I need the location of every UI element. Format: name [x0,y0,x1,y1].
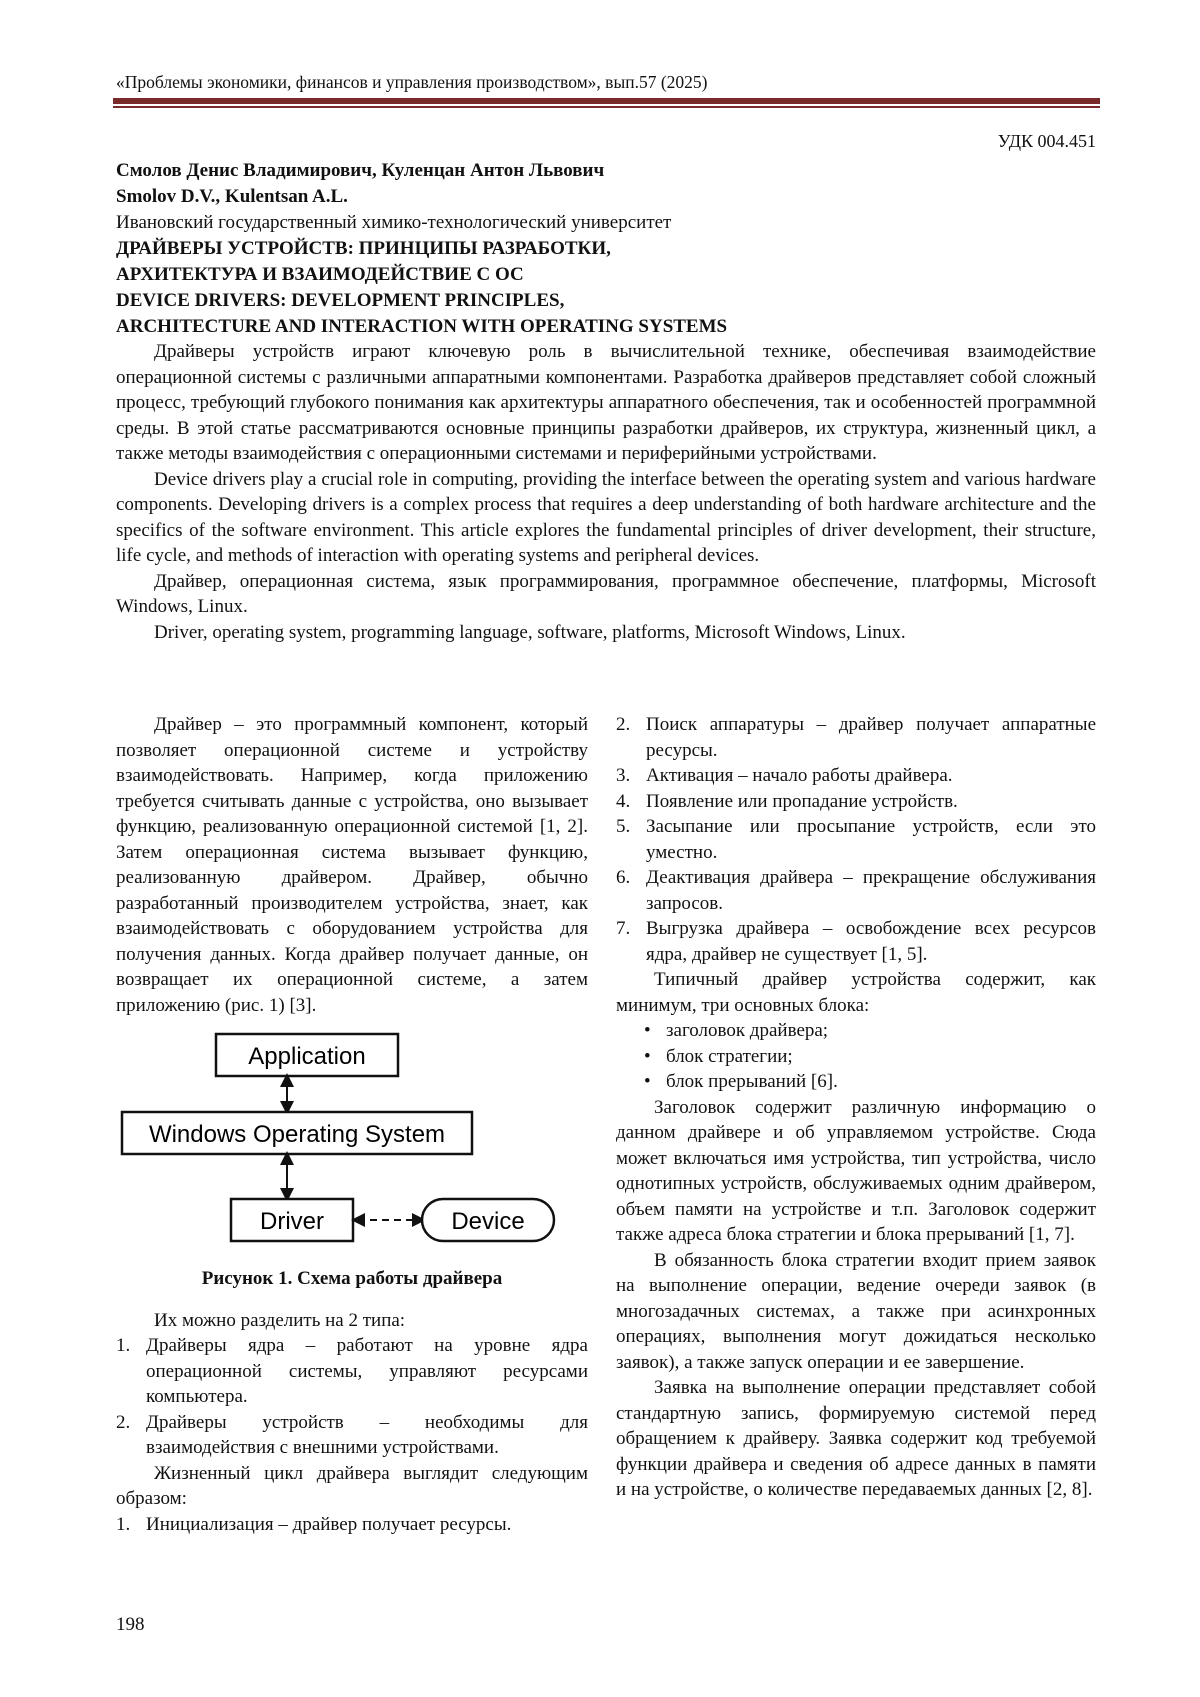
affiliation: Ивановский государственный химико-технологический университет [116,212,672,233]
application-label: Application [248,1043,366,1070]
abstract-ru: Драйверы устройств играют ключевую роль в вычислительной технике, обеспечивая взаимодействие операционной системы с различными аппаратными компонентами. Разработка драйверов представляет собой сложный процесс, требующий глубокого понимания как архитектуры аппаратного обеспечения, так и особенностей программной среды. В этой статье рассматриваются основные принципы разработки драйверов, их структура, жизненный цикл, а также методы взаимодействия с операционными системами и периферийными устройствами. [116,341,1096,464]
header-paragraph: Заголовок содержит различную информацию о данном драйвере и об управляемом устройстве. Сюда может включаться имя устройства, тип устройства, число однотипных устройств, обслуживаемых одним драйвером, объем памяти на устройстве и т.п. Заголовок содержит также адреса блока стратегии и блока прерываний [1, 7]. [616,1096,1096,1245]
list-item: • блок стратегии; [644,1045,793,1067]
types-intro: Их можно разделить на 2 типа: [154,1309,406,1331]
udk-code: УДК 004.451 [997,131,1096,151]
os-label: Windows Operating System [148,1121,446,1148]
page-number: 198 [116,1614,145,1635]
intro-paragraph: Драйвер – это программный компонент, который позволяет операционной системе и устройству взаимодействовать. Например, когда приложению требуется считывать данные с устройства, оно вызывает функцию, реализованную операционной системой [1, 2]. Затем операционная система вызывает функцию, реализованную драйвером. Драйвер, обычно разработанный производителем устройства, знает, как взаимодействовать с оборудованием устройства для получения данных. Когда драйвер получает данные, он возвращает их операционной системе, а затем приложению (рис. 1) [3]. [116,714,588,1016]
blocks-intro: Типичный драйвер устройства содержит, как минимум, три основных блока: [616,969,1096,1016]
title-ru-line-2: АРХИТЕКТУРА И ВЗАИМОДЕЙСТВИЕ С ОС [116,264,524,285]
list-item: 2. Драйверы устройств – необходимы для взаимодействия с внешними устройствами. [116,1411,588,1458]
list-item: 3. Активация – начало работы драйвера. [616,765,953,786]
authors-ru: Смолов Денис Владимирович, Куленцан Антон Львович [116,160,605,181]
authors-en: Smolov D.V., Kulentsan A.L. [116,186,348,207]
list-item: 2. Поиск аппаратуры – драйвер получает аппаратные ресурсы. [616,714,1096,761]
list-item: 1. Драйверы ядра – работают на уровне ядра операционной системы, управляют ресурсами компьютера. [116,1335,588,1407]
driver-label: Driver [260,1208,324,1235]
header-rule-thick [113,98,1100,104]
driver-blocks-list [616,1018,1096,1095]
list-item: • блок прерываний [6]. [644,1071,838,1092]
abstract-block [116,339,1096,645]
keywords-en: Driver, operating system, programming language, software, platforms, Microsoft Windows, Linux. [154,621,906,643]
driver-types-list [116,1333,588,1461]
header-rule-thin [113,106,1100,108]
list-item: 7. Выгрузка драйвера – освобождение всех ресурсов ядра, драйвер не существует [1, 5]. [616,918,1096,965]
list-item: 5. Засыпание или просыпание устройств, если это уместно. [616,816,1096,863]
list-item: 6. Деактивация драйвера – прекращение обслуживания запросов. [616,867,1096,914]
left-column [116,712,588,1537]
strategy-paragraph: В обязанность блока стратегии входит прием заявок на выполнение операции, ведение очереди заявок (в многозадачных системах, а также при асинхронных операциях, выполнения могут дожидаться несколько заявок), а также запуск операции и ее завершение. [616,1249,1096,1373]
request-paragraph: Заявка на выполнение операции представляет собой стандартную запись, формируемую системой перед обращением к драйверу. Заявка содержит код требуемой функции драйвера и сведения об адресе данных в памяти и на устройстве, о количестве передаваемых данных [2, 8]. [616,1377,1096,1500]
lifecycle-intro: Жизненный цикл драйвера выглядит следующим образом: [116,1462,588,1509]
list-item: 1. Инициализация – драйвер получает ресурсы. [116,1513,512,1535]
running-head: «Проблемы экономики, финансов и управления производством», вып.57 (2025) [116,72,708,92]
lifecycle-list-continued [616,712,1096,967]
list-item: • заголовок драйвера; [644,1020,829,1041]
figure-1-caption: Рисунок 1. Схема работы драйвера [201,1268,503,1289]
keywords-ru: Драйвер, операционная система, язык программирования, программное обеспечение, платформы, Microsoft Windows, Linux. [116,570,1096,617]
device-label: Device [451,1208,525,1235]
right-column [616,712,1096,1503]
article-heading [116,158,1096,340]
lifecycle-list-start [116,1512,588,1538]
title-en-line-2: ARCHITECTURE AND INTERACTION WITH OPERATING SYSTEMS [116,316,728,337]
figure-1-driver-scheme [116,1032,588,1262]
title-en-line-1: DEVICE DRIVERS: DEVELOPMENT PRINCIPLES, [116,290,565,311]
title-ru-line-1: ДРАЙВЕРЫ УСТРОЙСТВ: ПРИНЦИПЫ РАЗРАБОТКИ, [116,238,611,259]
list-item: 4. Появление или пропадание устройств. [616,790,958,812]
abstract-en: Device drivers play a crucial role in computing, providing the interface between the operating system and various hardware components. Developing drivers is a complex process that requires a deep understanding of both hardware architecture and the specifics of the software environment. This article explores the fundamental principles of driver development, their structure, life cycle, and methods of interaction with operating systems and peripheral devices. [116,468,1096,566]
